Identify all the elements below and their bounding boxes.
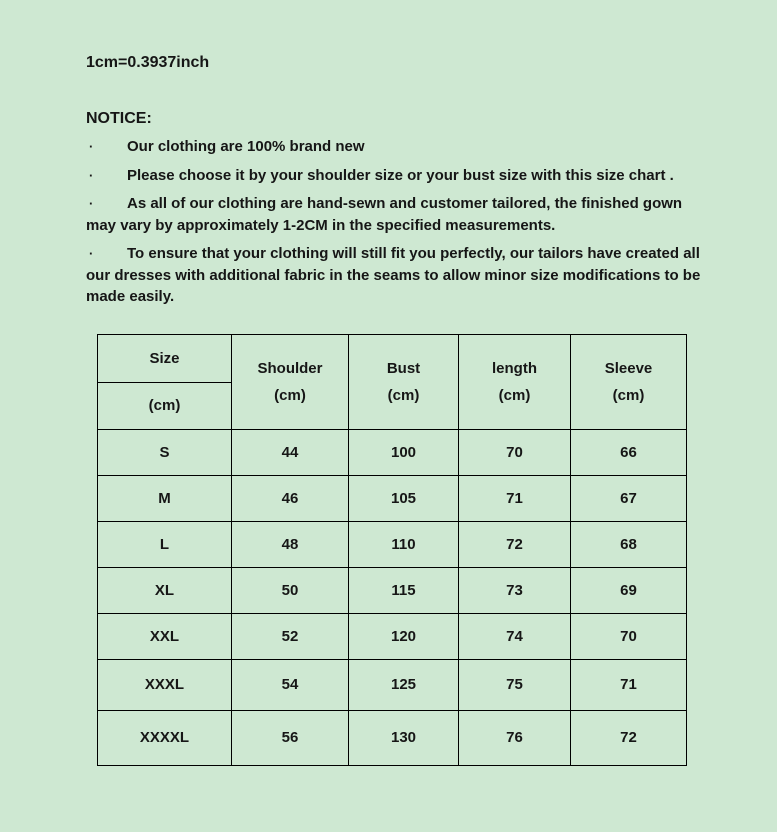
length-cell: 75	[459, 659, 571, 710]
bust-cell: 115	[349, 567, 459, 613]
shoulder-cell: 44	[232, 429, 349, 475]
header-row-top	[98, 334, 687, 382]
shoulder-cell: 54	[232, 659, 349, 710]
notice-item-text: To ensure that your clothing will still fit you perfectly, our tailors have created all our dresses with additional fabric in the seams to allow minor size modifications to be made easily.	[86, 245, 701, 305]
table-row	[98, 710, 687, 765]
bullet-dot: ·	[89, 167, 94, 183]
length-cell: 76	[459, 710, 571, 765]
sleeve-cell: 72	[571, 710, 687, 765]
header-bust-label: Bust	[386, 359, 421, 377]
header-length-label: length	[492, 359, 537, 377]
header-sleeve-label: Sleeve	[604, 359, 653, 377]
header-shoulder-unit: (cm)	[274, 386, 306, 404]
shoulder-cell: 46	[232, 475, 349, 521]
header-shoulder-label: Shoulder	[257, 359, 323, 377]
sleeve-cell: 71	[571, 659, 687, 710]
header-bust	[349, 334, 459, 429]
sleeve-cell: 69	[571, 567, 687, 613]
bust-cell: 100	[349, 429, 459, 475]
bust-cell: 110	[349, 521, 459, 567]
size-cell: XXXL	[98, 659, 232, 710]
sleeve-cell: 70	[571, 613, 687, 659]
header-bust-unit: (cm)	[387, 386, 420, 404]
sleeve-cell: 66	[571, 429, 687, 475]
notice-item-text: As all of our clothing are hand-sewn and customer tailored, the finished gown may vary by approximately 1-2CM in the specified measurements.	[86, 195, 683, 234]
shoulder-cell: 52	[232, 613, 349, 659]
notice-item-text: Please choose it by your shoulder size or your bust size with this size chart .	[127, 166, 674, 184]
size-cell: L	[98, 521, 232, 567]
length-cell: 70	[459, 429, 571, 475]
length-cell: 71	[459, 475, 571, 521]
bust-cell: 105	[349, 475, 459, 521]
bust-cell: 130	[349, 710, 459, 765]
shoulder-cell: 50	[232, 567, 349, 613]
size-cell: XXL	[98, 613, 232, 659]
notice-item-text: Our clothing are 100% brand new	[127, 138, 365, 155]
header-sleeve-unit: (cm)	[612, 386, 645, 404]
notice-item	[86, 165, 708, 187]
sleeve-cell: 67	[571, 475, 687, 521]
size-cell: S	[98, 429, 232, 475]
notice-item	[86, 136, 708, 158]
notice-title: NOTICE:	[86, 110, 152, 127]
notice-item	[86, 243, 708, 308]
header-size-unit: (cm)	[98, 382, 232, 429]
shoulder-cell: 56	[232, 710, 349, 765]
length-cell: 72	[459, 521, 571, 567]
table-row	[98, 613, 687, 659]
bust-cell: 120	[349, 613, 459, 659]
table-row	[98, 475, 687, 521]
table-row	[98, 567, 687, 613]
header-size-label: Size	[98, 334, 232, 382]
notice-item	[86, 193, 708, 236]
bullet-dot: ·	[89, 139, 94, 154]
size-chart-table	[97, 334, 687, 766]
table-row	[98, 429, 687, 475]
unit-conversion-note: 1cm=0.3937inch	[86, 54, 210, 71]
length-cell: 73	[459, 567, 571, 613]
size-cell: XXXXL	[98, 710, 232, 765]
header-length-unit: (cm)	[498, 386, 531, 404]
bullet-dot: ·	[89, 196, 94, 211]
header-sleeve	[571, 334, 687, 429]
shoulder-cell: 48	[232, 521, 349, 567]
header-shoulder	[232, 334, 349, 429]
table-row	[98, 659, 687, 710]
bullet-dot: ·	[89, 246, 94, 261]
notice-list	[86, 136, 777, 308]
header-length	[459, 334, 571, 429]
sleeve-cell: 68	[571, 521, 687, 567]
size-cell: XL	[98, 567, 232, 613]
size-cell: M	[98, 475, 232, 521]
table-row	[98, 521, 687, 567]
length-cell: 74	[459, 613, 571, 659]
bust-cell: 125	[349, 659, 459, 710]
